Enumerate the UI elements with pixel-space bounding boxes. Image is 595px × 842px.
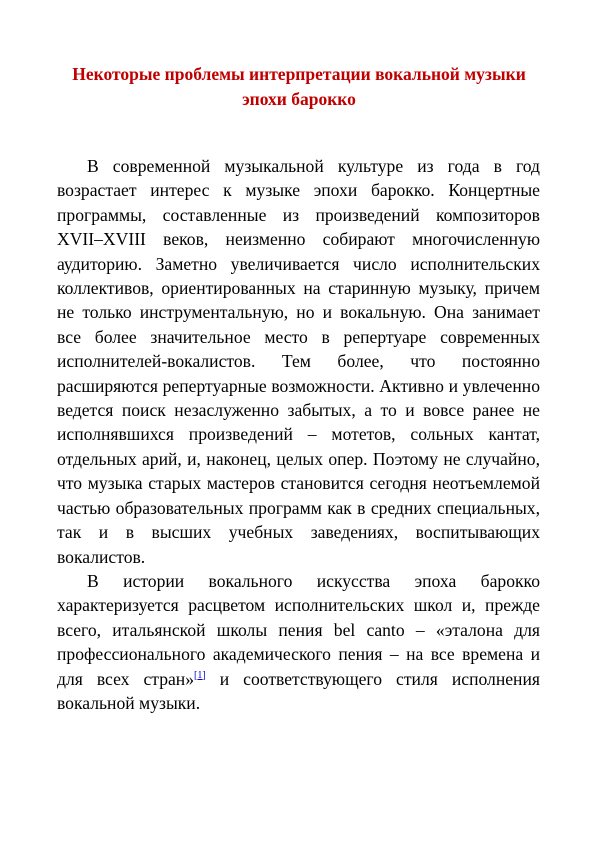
- paragraph-2-text-end: и соответствующего стиля исполнения вокальной музыки.: [57, 668, 540, 713]
- document-title: Некоторые проблемы интерпретации вокальной музыки эпохи барокко: [72, 64, 526, 109]
- document-body: [57, 154, 540, 715]
- paragraph-1: В современной музыкальной культуре из года в год возрастает интерес к музыке эпохи барокко. Концертные программы, составленные из произведений композиторов XVII–XVIII веков, неизменно собирают многочисленную аудиторию. Заметно увеличивается число исполнительских коллективов, ориентированных на старинную музыку, причем не только инструментальную, но и вокальную. Она занимает все более значительное место в репертуаре современных исполнителей-вокалистов. Тем более, что постоянно расширяются репертуарные возможности. Активно и увлеченно ведется поиск незаслуженно забытых, а то и вовсе ранее не исполнявшихся произведений – мотетов, сольных кантат, отдельных арий, и, наконец, целых опер. Поэтому не случайно, что музыка старых мастеров становится сегодня неотъемлемой частью образовательных программ как в средних специальных, так и в высших учебных заведениях, воспитывающих вокалистов.: [57, 156, 540, 567]
- paragraph-2: [57, 569, 540, 715]
- paragraph-2-text: В истории вокального искусства эпоха барокко характеризуется расцветом исполнительских школ и, прежде всего, итальянской школы пения bel canto – «эталона для профессионального академического пения – на все времена и для всех стран»: [57, 570, 540, 689]
- footnote-link[interactable]: [1]: [194, 669, 206, 681]
